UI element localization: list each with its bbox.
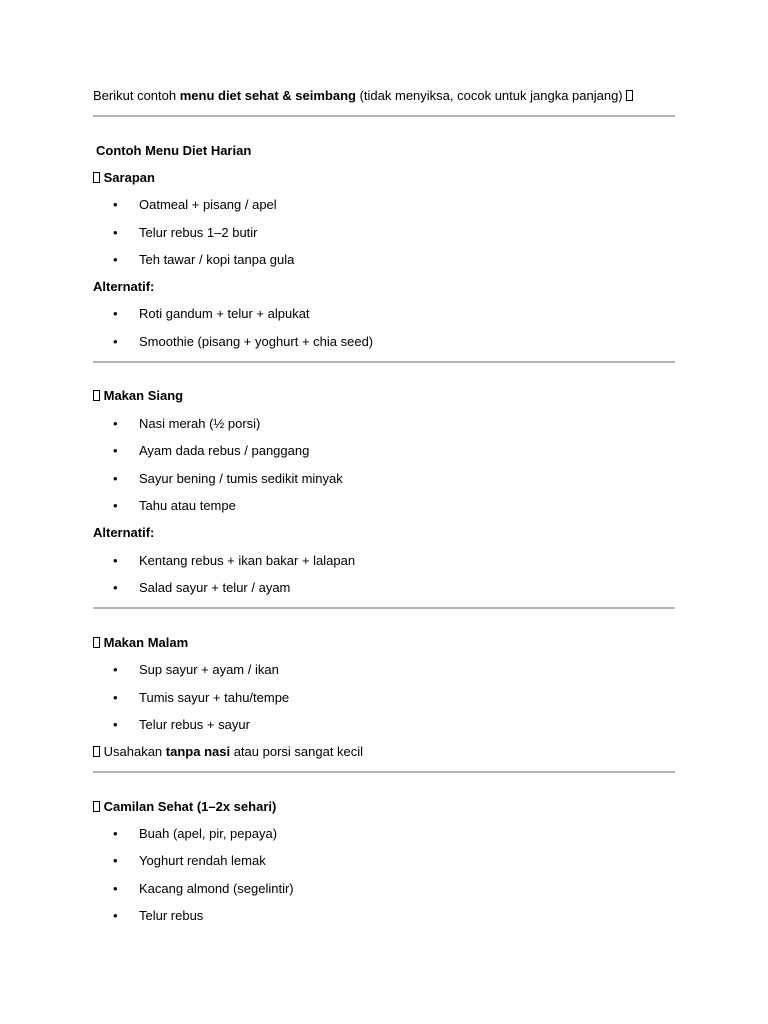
list-item: Tahu atau tempe bbox=[139, 498, 236, 513]
section-heading-sarapan bbox=[93, 170, 155, 186]
intro-text-pre: Berikut contoh bbox=[93, 88, 180, 103]
section-heading-malam bbox=[93, 635, 188, 651]
divider bbox=[93, 771, 675, 773]
list-item: Salad sayur + telur / ayam bbox=[139, 580, 291, 595]
alternatif-label: Alternatif: bbox=[93, 279, 155, 294]
list-item: Kentang rebus + ikan bakar + lalapan bbox=[139, 553, 356, 568]
section-heading-siang bbox=[93, 388, 183, 404]
list-item: Nasi merah (½ porsi) bbox=[139, 416, 261, 431]
missing-glyph-icon bbox=[93, 746, 100, 757]
document-title: Contoh Menu Diet Harian bbox=[96, 143, 252, 158]
alternatif-label: Alternatif: bbox=[93, 525, 155, 540]
intro-line bbox=[93, 88, 633, 104]
bullet-icon: • bbox=[113, 553, 118, 568]
bullet-icon: • bbox=[113, 443, 118, 458]
note-text-pre: Usahakan bbox=[103, 744, 166, 759]
note-line bbox=[93, 744, 363, 760]
bullet-icon: • bbox=[113, 717, 118, 732]
bullet-icon: • bbox=[113, 580, 118, 595]
bullet-icon: • bbox=[113, 197, 118, 212]
list-item: Smoothie (pisang + yoghurt + chia seed) bbox=[139, 334, 374, 349]
missing-glyph-icon bbox=[93, 637, 100, 648]
list-item: Tumis sayur + tahu/tempe bbox=[139, 690, 290, 705]
list-item: Kacang almond (segelintir) bbox=[139, 881, 294, 896]
bullet-icon: • bbox=[113, 416, 118, 431]
bullet-icon: • bbox=[113, 471, 118, 486]
bullet-icon: • bbox=[113, 690, 118, 705]
note-text-post: atau porsi sangat kecil bbox=[230, 744, 364, 759]
section-heading-text: Makan Siang bbox=[103, 388, 184, 403]
bullet-icon: • bbox=[113, 662, 118, 677]
missing-glyph-icon bbox=[93, 172, 100, 183]
list-item: Sayur bening / tumis sedikit minyak bbox=[139, 471, 343, 486]
list-item: Yoghurt rendah lemak bbox=[139, 853, 266, 868]
missing-glyph-icon bbox=[626, 90, 633, 101]
bullet-icon: • bbox=[113, 826, 118, 841]
missing-glyph-icon bbox=[93, 390, 100, 401]
list-item: Oatmeal + pisang / apel bbox=[139, 197, 277, 212]
bullet-icon: • bbox=[113, 881, 118, 896]
list-item: Ayam dada rebus / panggang bbox=[139, 443, 310, 458]
list-item: Telur rebus 1–2 butir bbox=[139, 225, 258, 240]
bullet-icon: • bbox=[113, 306, 118, 321]
intro-text-post: (tidak menyiksa, cocok untuk jangka panjang) bbox=[355, 88, 623, 103]
section-heading-text: Makan Malam bbox=[103, 635, 189, 650]
bullet-icon: • bbox=[113, 853, 118, 868]
list-item: Sup sayur + ayam / ikan bbox=[139, 662, 279, 677]
list-item: Buah (apel, pir, pepaya) bbox=[139, 826, 278, 841]
section-heading-camilan bbox=[93, 799, 276, 815]
missing-glyph-icon bbox=[93, 801, 100, 812]
intro-text-bold: menu diet sehat & seimbang bbox=[179, 88, 356, 103]
divider bbox=[93, 115, 675, 117]
bullet-icon: • bbox=[113, 252, 118, 267]
list-item: Telur rebus bbox=[139, 908, 204, 923]
bullet-icon: • bbox=[113, 908, 118, 923]
section-heading-text: Camilan Sehat (1–2x sehari) bbox=[103, 799, 277, 814]
divider bbox=[93, 361, 675, 363]
section-heading-text: Sarapan bbox=[103, 170, 155, 185]
list-item: Teh tawar / kopi tanpa gula bbox=[139, 252, 295, 267]
divider bbox=[93, 607, 675, 609]
bullet-icon: • bbox=[113, 498, 118, 513]
bullet-icon: • bbox=[113, 225, 118, 240]
note-text-bold: tanpa nasi bbox=[165, 744, 231, 759]
list-item: Roti gandum + telur + alpukat bbox=[139, 306, 310, 321]
bullet-icon: • bbox=[113, 334, 118, 349]
list-item: Telur rebus + sayur bbox=[139, 717, 250, 732]
